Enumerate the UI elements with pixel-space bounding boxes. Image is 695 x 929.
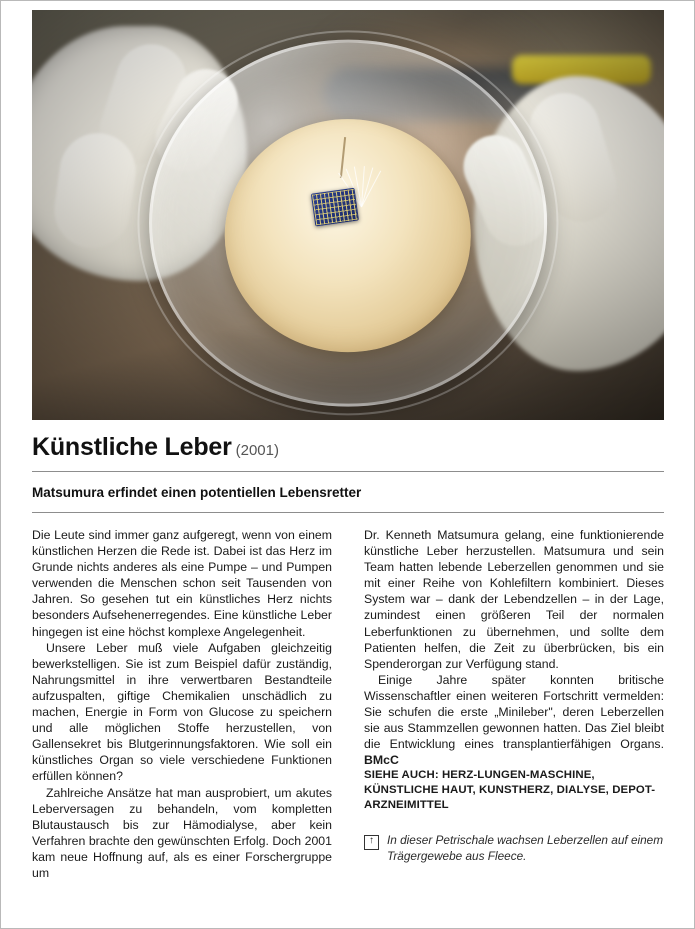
body-column-right bbox=[364, 527, 664, 864]
body-paragraph: Unsere Leber muß viele Aufgaben gleichzeitig bewerkstelligen. Sie ist zum Beispiel dafür zuständig, Nahrungsmittel in ihre verwertbaren Bestandteile aufzuspalten, giftige Chemikalien unschädlich zu machen, Energie in Form von Glucose zu speichern und alle möglichen Stoffe herzustellen, von Gallensekret bis Blutgerinnungsfaktoren. Wie soll ein künstliches Organ so viele verschiedene Funktionen erfüllen können? bbox=[32, 640, 332, 784]
article-subtitle: Matsumura erfindet einen potentiellen Lebensretter bbox=[32, 485, 362, 500]
see-also-list: SIEHE AUCH: HERZ-LUNGEN-MASCHINE, KÜNSTLICHE HAUT, KUNSTHERZ, DIALYSE, DEPOT-ARZNEIMITTEL bbox=[364, 769, 656, 812]
body-paragraph bbox=[364, 672, 664, 769]
photo-vignette bbox=[32, 10, 664, 420]
photo-scene bbox=[32, 10, 664, 420]
page-title-year: (2001) bbox=[235, 442, 279, 459]
author-initials: BMcC bbox=[364, 753, 399, 768]
body-paragraph-text: Einige Jahre später konnten britische Wissenschaftler einen weiteren Fortschritt vermelden: Sie schufen die erste „Minileber", deren Leberzellen sie aus Stammzellen gewonnen hatten. Das Ziel bleibt die Entwicklung eines transplantierfähigen Organs. bbox=[364, 672, 664, 752]
article-photo bbox=[32, 10, 664, 420]
article-header bbox=[32, 433, 664, 462]
article-body bbox=[32, 527, 664, 912]
body-paragraph: Zahlreiche Ansätze hat man ausprobiert, um akutes Leberversagen zu behandeln, vom kompletten Blutaustausch bis zur Hämodialyse, aber kein Verfahren brachte den gewünschten Erfolg. Doch 2001 kam neue Hoffnung auf, als es einer Forschergruppe um bbox=[32, 785, 332, 880]
photo-caption-text: In dieser Petrischale wachsen Leberzellen auf einem Trägergewebe aus Fleece. bbox=[387, 833, 664, 863]
body-paragraph: Dr. Kenneth Matsumura gelang, eine funktionierende künstliche Leber herzustellen. Matsumura und sein Team hatten lebende Leberzellen genommen und sie mit einer Reihe von Kohlefiltern kombiniert. Dieses System war – dank der Lebendzellen – in der Lage, zumindest einen größeren Teil der normalen Leberfunktionen zu übernehmen, und sollte dem Patienten helfen, die Zeit zu überbrücken, bis ein Spenderorgan zur Verfügung stand. bbox=[364, 528, 664, 671]
divider-top bbox=[32, 471, 664, 472]
photo-caption bbox=[364, 833, 664, 864]
body-paragraph: Die Leute sind immer ganz aufgeregt, wenn von einem künstlichen Herzen die Rede ist. Dabei ist das Herz im Grunde nichts anderes als eine Pumpe – und Pumpen verwenden die Menschen schon seit Tausenden von Jahren. So gesehen tut ein künstliches Herz nichts besonders Aufsehenerregendes. Eine künstliche Leber hingegen ist eine höchst komplexe Angelegenheit. bbox=[32, 528, 332, 639]
up-arrow-icon bbox=[364, 835, 379, 850]
body-column-left bbox=[32, 527, 332, 881]
page-title: Künstliche Leber bbox=[32, 433, 232, 461]
divider-bottom bbox=[32, 512, 664, 513]
